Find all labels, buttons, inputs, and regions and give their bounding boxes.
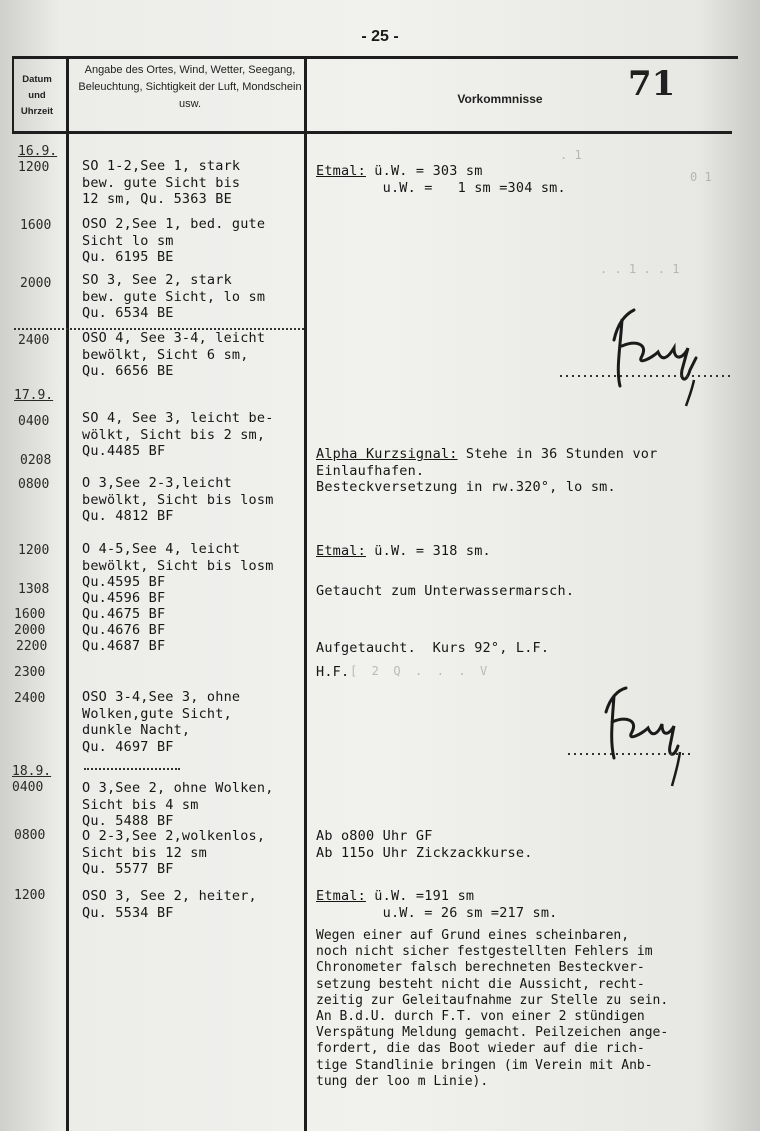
time-cell: 2400: [18, 333, 50, 348]
weather-entry: Qu.4596 BF: [82, 590, 166, 606]
time-cell: 0400: [12, 780, 44, 795]
weather-entry: SO 3, See 2, stark bew. gute Sicht, lo sm Qu. 6534 BE: [82, 272, 266, 321]
bleed-through-marks: . 1: [560, 148, 582, 162]
header-place-weather: Angabe des Ortes, Wind, Wetter, Seegang, Beleuchtung, Sichtigkeit der Luft, Mondschein usw.: [78, 64, 302, 110]
weather-entry: O 3,See 2, ohne Wolken, Sicht bis 4 sm Qu. 5488 BF: [82, 780, 274, 829]
event-entry: Besteckversetzung in rw.320°, lo sm.: [316, 479, 616, 495]
weather-entry: OSO 3-4,See 3, ohne Wolken,gute Sicht, dunkle Nacht, Qu. 4697 BF: [82, 689, 241, 755]
bleed-through-marks: [ 2 Q . . . V: [350, 664, 488, 678]
dotted-separator: [14, 328, 304, 330]
signature-1: [556, 300, 736, 410]
closing-note: Wegen einer auf Grund eines scheinbaren, noch nicht sicher festgestellten Fehlers im Chronometer falsch berechneten Besteckver- setzung besteht nicht die Aussicht, recht- zeitig zur Geleitaufnahme zur Stelle zu sein. An B.d.U. durch F.T. von einer 2 stündigen Verspätung Meldung gemacht. Peilzeichen ange- fordert, die das Boot wieder auf die rich- tige Standlinie bringen (im Verein mit Anb- tung der loo m Linie).: [316, 928, 669, 1089]
event-text: Stehe in 36 Stunden vor Einlaufhafen.: [316, 446, 658, 479]
folio-number: 71: [628, 64, 676, 104]
weather-entry: OSO 2,See 1, bed. gute Sicht lo sm Qu. 6195 BE: [82, 216, 266, 265]
weather-entry: SO 4, See 3, leicht be- wölkt, Sicht bis 2 sm, Qu.4485 BF: [82, 410, 274, 459]
event-entry: H.F.: [316, 664, 350, 680]
bleed-through-marks: 0 1: [690, 170, 712, 184]
time-cell: 1200: [18, 543, 50, 558]
weather-entry: O 4-5,See 4, leicht bewölkt, Sicht bis losm Qu.4595 BF: [82, 541, 274, 590]
event-entry: [316, 446, 657, 479]
signature-2: [566, 682, 696, 792]
time-cell: 1600: [14, 607, 46, 622]
time-cell: 0800: [18, 477, 50, 492]
event-label: Alpha Kurzsignal:: [316, 446, 458, 462]
time-cell: 1200: [18, 160, 50, 175]
time-cell: 0400: [18, 414, 50, 429]
column-divider-2: [304, 56, 307, 1131]
time-cell: 0800: [14, 828, 46, 843]
event-entry: [316, 888, 558, 921]
event-entry: Ab o800 Uhr GF Ab 115o Uhr Zickzackkurse.: [316, 828, 533, 861]
date-16-9: 16.9.: [18, 144, 58, 159]
time-cell: 1308: [18, 582, 50, 597]
event-entry: Getaucht zum Unterwassermarsch.: [316, 583, 575, 599]
time-cell: 1200: [14, 888, 46, 903]
header-top-rule: [12, 56, 738, 59]
time-cell: 2000: [20, 276, 52, 291]
date-18-9: 18.9.: [12, 764, 52, 779]
weather-entry: SO 1-2,See 1, stark bew. gute Sicht bis 12 sm, Qu. 5363 BE: [82, 158, 241, 207]
weather-entry: Qu.4687 BF: [82, 638, 166, 654]
event-label: Etmal:: [316, 163, 366, 179]
weather-entry: O 3,See 2-3,leicht bewölkt, Sicht bis losm Qu. 4812 BF: [82, 475, 274, 524]
dotted-separator: [84, 768, 180, 770]
event-label: Etmal:: [316, 888, 366, 904]
date-17-9: 17.9.: [14, 388, 54, 403]
column-divider-1: [66, 56, 69, 1131]
event-text: ü.W. = 303 sm u.W. = 1 sm =304 sm.: [374, 163, 566, 196]
event-text: ü.W. = 318 sm.: [365, 543, 491, 559]
time-cell: 2000: [14, 623, 46, 638]
weather-entry: OSO 3, See 2, heiter, Qu. 5534 BF: [82, 888, 257, 921]
header-date-time: Datum und Uhrzeit: [20, 74, 54, 117]
time-cell: 2200: [16, 639, 48, 654]
time-cell: 2300: [14, 665, 46, 680]
header-bottom-rule: [12, 131, 732, 134]
weather-entry: OSO 4, See 3-4, leicht bewölkt, Sicht 6 sm, Qu. 6656 BE: [82, 330, 266, 379]
event-text: ü.W. =191 sm u.W. = 26 sm =217 sm.: [374, 888, 558, 921]
header-events: Vorkommnisse: [457, 92, 543, 106]
page-number: - 25 -: [361, 28, 399, 45]
event-entry: [316, 163, 566, 196]
event-entry: Aufgetaucht. Kurs 92°, L.F.: [316, 640, 550, 656]
weather-entry: Qu.4676 BF: [82, 622, 166, 638]
weather-entry: O 2-3,See 2,wolkenlos, Sicht bis 12 sm Qu. 5577 BF: [82, 828, 266, 877]
time-cell: 1600: [20, 218, 52, 233]
weather-entry: Qu.4675 BF: [82, 606, 166, 622]
event-entry: [316, 543, 491, 560]
time-cell: 2400: [14, 691, 46, 706]
time-cell: 0208: [20, 453, 52, 468]
bleed-through-marks: . . 1 . . 1: [600, 262, 680, 276]
event-label: Etmal:: [316, 543, 366, 559]
